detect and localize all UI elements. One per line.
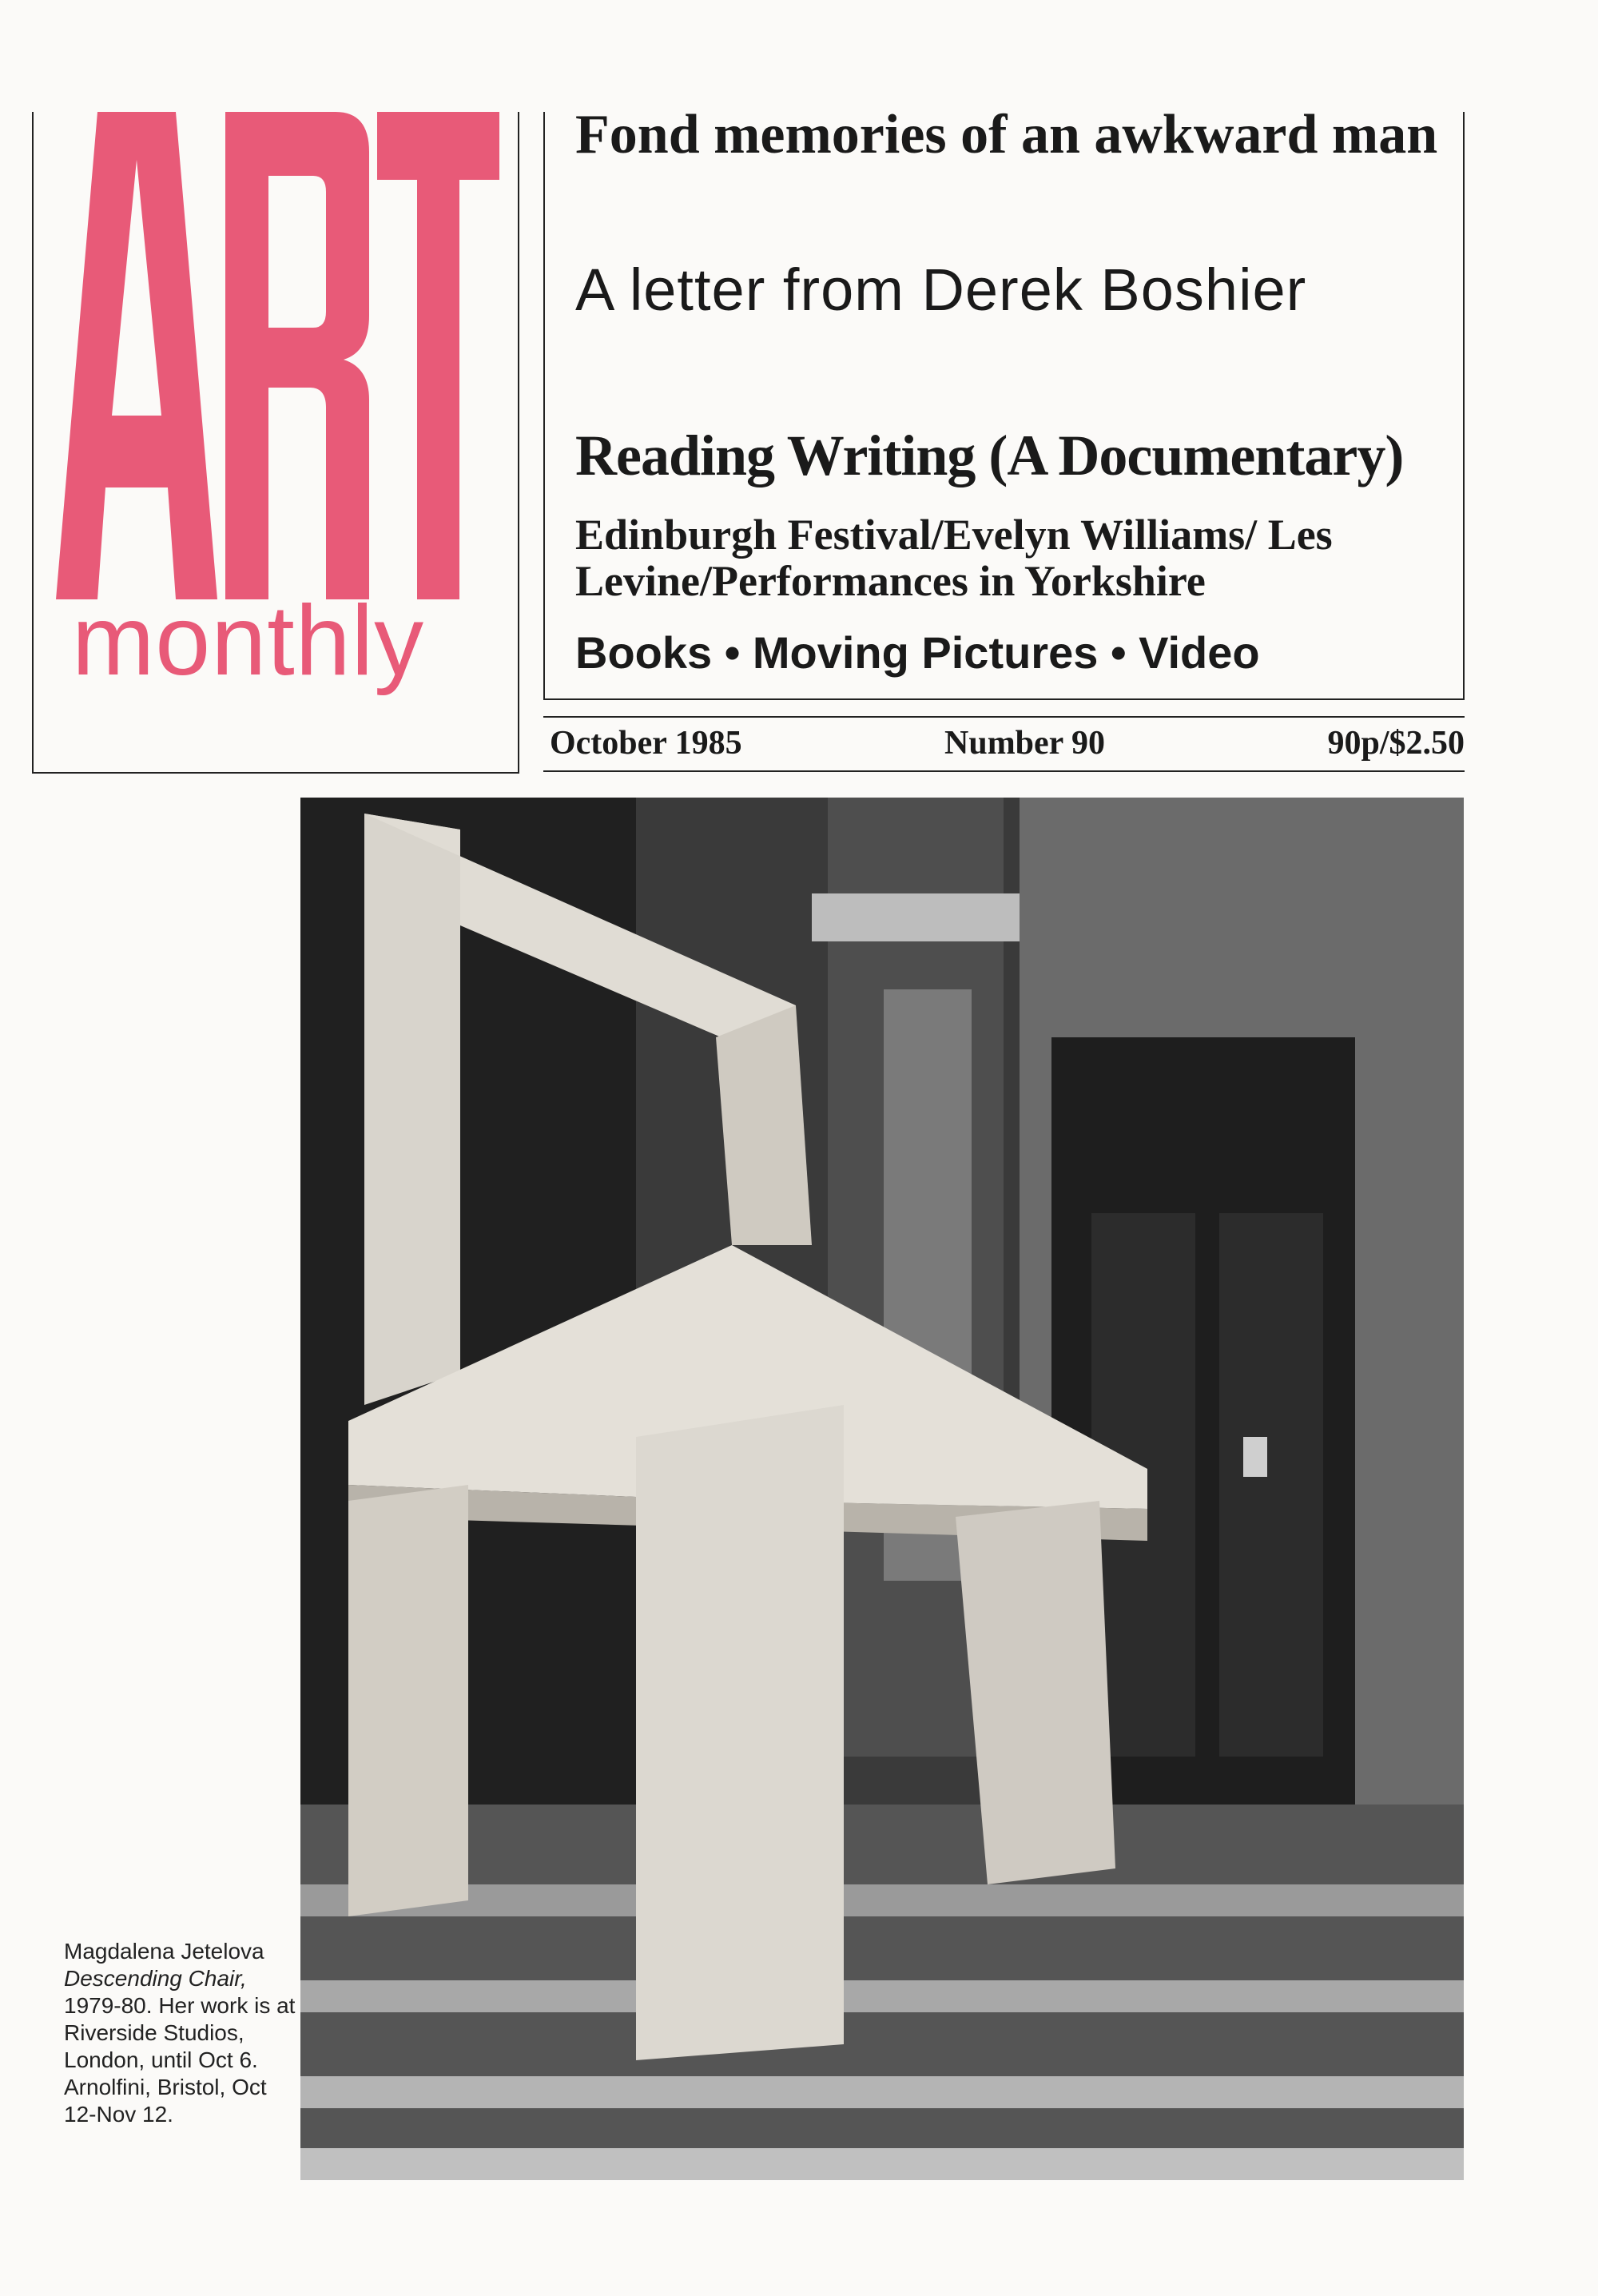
issue-number: Number 90: [944, 725, 1106, 762]
headline-reviews: Edinburgh Festival/Evelyn Williams/ Les Levine/Performances in Yorkshire: [575, 511, 1333, 605]
issue-info-bar: [543, 716, 1465, 772]
cover-photo: [300, 798, 1464, 2180]
caption-title: Descending Chair,: [64, 1966, 247, 1991]
caption-details: 1979-80. Her work is at Riverside Studios, London, until Oct 6. Arnolfini, Bristol, Oct 12-Nov 12.: [64, 1993, 296, 2127]
logo-monthly: monthly: [72, 586, 425, 696]
logo-letter-t: [377, 112, 499, 599]
headline-box: [543, 112, 1465, 700]
headline-feature: Fond memories of an awkward man: [575, 104, 1438, 165]
caption-artist: Magdalena Jetelova: [64, 1939, 264, 1964]
photo-caption: [64, 1938, 296, 2128]
art-logo: [56, 112, 499, 599]
headline-reading-writing: Reading Writing (A Documentary): [575, 424, 1404, 487]
headline-letter: A letter from Derek Boshier: [575, 257, 1307, 323]
logo-letter-r: [225, 112, 369, 599]
headline-sections: Books • Moving Pictures • Video: [575, 627, 1260, 678]
issue-price: 90p/$2.50: [1327, 725, 1465, 762]
logo-letter-a: [56, 112, 217, 599]
issue-date: October 1985: [550, 725, 742, 762]
